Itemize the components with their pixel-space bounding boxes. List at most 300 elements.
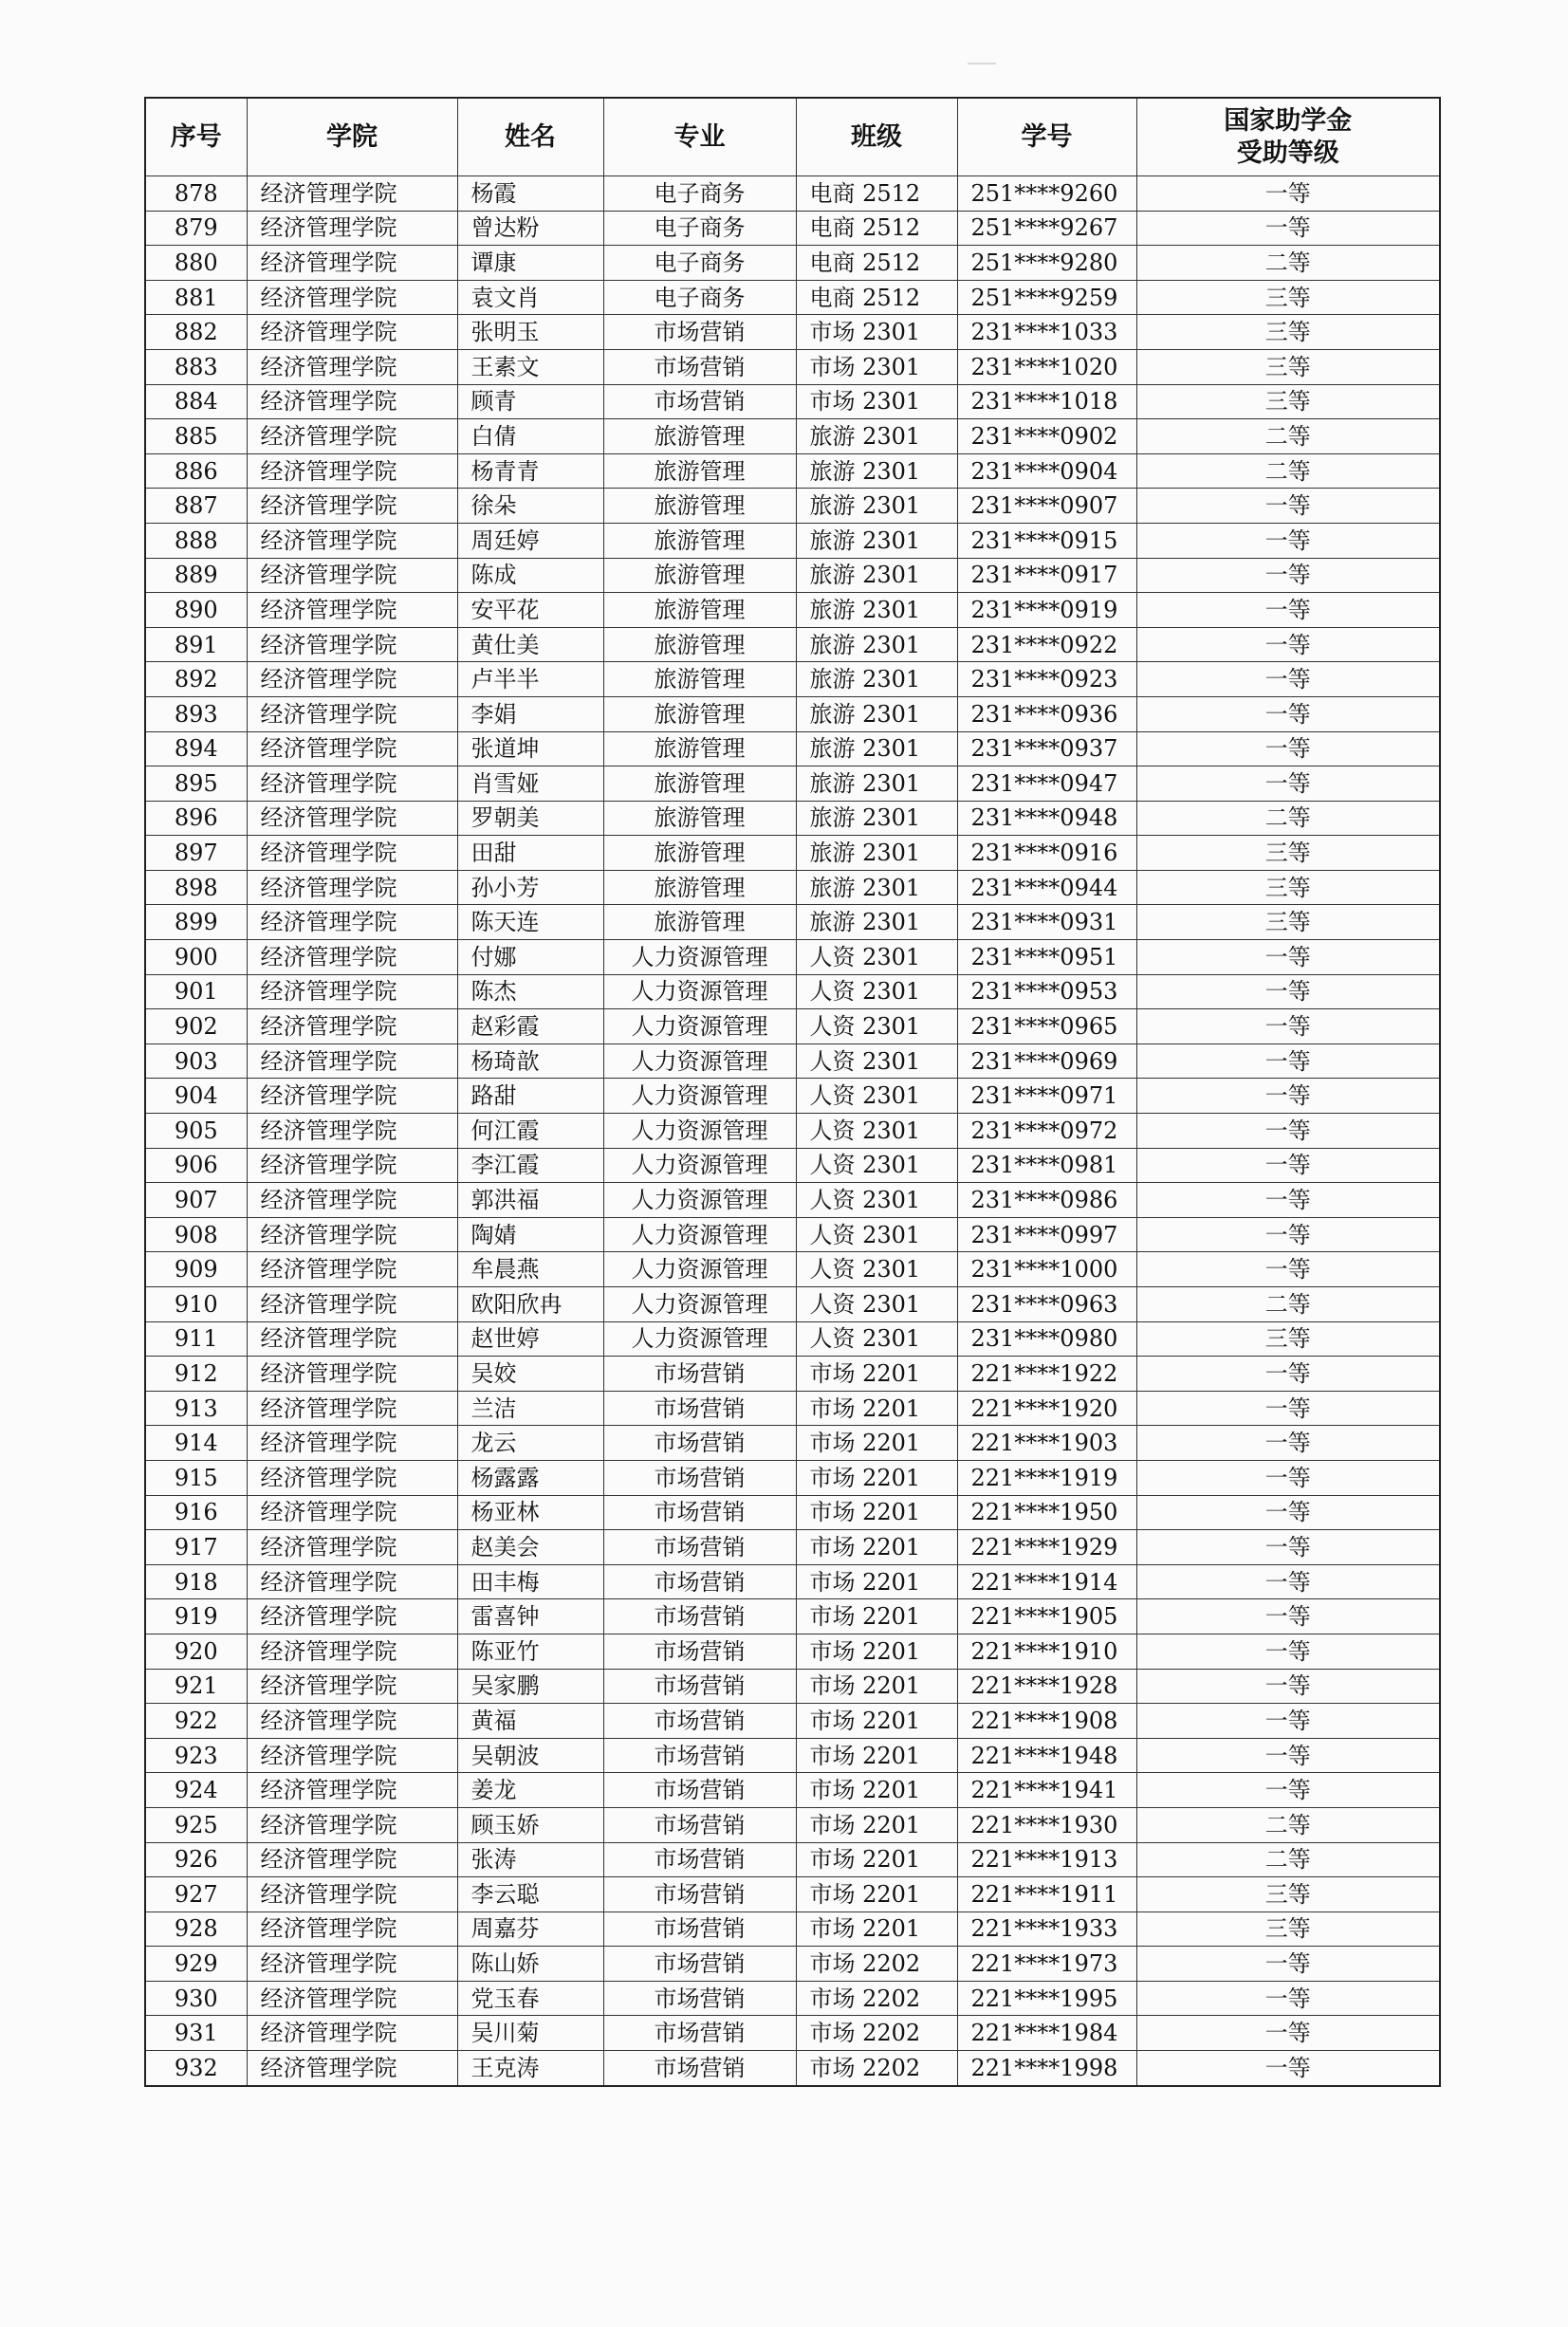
cell-index: 921 <box>145 1669 247 1704</box>
cell-college: 经济管理学院 <box>247 558 457 593</box>
cell-name: 陈山娇 <box>457 1947 603 1982</box>
cell-grant-level: 二等 <box>1136 801 1440 836</box>
cell-name: 路甜 <box>457 1079 603 1114</box>
cell-student-id: 221****1920 <box>957 1391 1136 1426</box>
cell-grant-level: 二等 <box>1136 453 1440 489</box>
cell-name: 袁文肖 <box>457 280 603 315</box>
cell-class: 市场 2202 <box>796 1947 957 1982</box>
cell-student-id: 231****0904 <box>957 453 1136 489</box>
cell-grant-level: 一等 <box>1136 1669 1440 1704</box>
table-row <box>145 489 1440 524</box>
cell-student-id: 221****1950 <box>957 1495 1136 1530</box>
cell-name: 赵美会 <box>457 1530 603 1565</box>
cell-student-id: 221****1908 <box>957 1704 1136 1739</box>
cell-student-id: 221****1948 <box>957 1738 1136 1773</box>
cell-class: 电商 2512 <box>796 176 957 212</box>
cell-class: 旅游 2301 <box>796 870 957 905</box>
cell-major: 旅游管理 <box>603 870 796 905</box>
grant-list-table <box>144 97 1441 2087</box>
cell-student-id: 221****1922 <box>957 1357 1136 1392</box>
cell-class: 人资 2301 <box>796 1287 957 1322</box>
cell-index: 918 <box>145 1564 247 1599</box>
cell-grant-level: 一等 <box>1136 1009 1440 1044</box>
table-row <box>145 1252 1440 1287</box>
cell-student-id: 231****1020 <box>957 349 1136 384</box>
cell-college: 经济管理学院 <box>247 1217 457 1252</box>
cell-class: 人资 2301 <box>796 974 957 1009</box>
header-grant-level: 国家助学金 受助等级 <box>1136 98 1440 176</box>
cell-class: 市场 2201 <box>796 1773 957 1808</box>
cell-college: 经济管理学院 <box>247 662 457 697</box>
cell-name: 杨亚林 <box>457 1495 603 1530</box>
cell-grant-level: 二等 <box>1136 246 1440 281</box>
cell-grant-level: 一等 <box>1136 974 1440 1009</box>
cell-college: 经济管理学院 <box>247 801 457 836</box>
cell-major: 市场营销 <box>603 1357 796 1392</box>
cell-class: 人资 2301 <box>796 1148 957 1183</box>
cell-name: 陈亚竹 <box>457 1634 603 1669</box>
cell-major: 旅游管理 <box>603 905 796 940</box>
cell-index: 905 <box>145 1114 247 1149</box>
cell-college: 经济管理学院 <box>247 974 457 1009</box>
cell-college: 经济管理学院 <box>247 1148 457 1183</box>
cell-class: 人资 2301 <box>796 940 957 975</box>
cell-college: 经济管理学院 <box>247 1947 457 1982</box>
cell-student-id: 231****0919 <box>957 593 1136 628</box>
cell-class: 人资 2301 <box>796 1079 957 1114</box>
cell-index: 917 <box>145 1530 247 1565</box>
cell-grant-level: 三等 <box>1136 384 1440 419</box>
table-row <box>145 627 1440 662</box>
cell-college: 经济管理学院 <box>247 1460 457 1495</box>
cell-major: 人力资源管理 <box>603 1043 796 1079</box>
cell-student-id: 231****0944 <box>957 870 1136 905</box>
cell-class: 市场 2301 <box>796 384 957 419</box>
cell-grant-level: 一等 <box>1136 1564 1440 1599</box>
cell-name: 郭洪福 <box>457 1183 603 1218</box>
cell-index: 898 <box>145 870 247 905</box>
cell-index: 911 <box>145 1321 247 1357</box>
cell-student-id: 251****9260 <box>957 176 1136 212</box>
table-row <box>145 1009 1440 1044</box>
cell-student-id: 231****0948 <box>957 801 1136 836</box>
cell-grant-level: 一等 <box>1136 731 1440 766</box>
cell-index: 900 <box>145 940 247 975</box>
cell-college: 经济管理学院 <box>247 1426 457 1461</box>
cell-index: 909 <box>145 1252 247 1287</box>
cell-index: 881 <box>145 280 247 315</box>
cell-student-id: 231****0916 <box>957 836 1136 871</box>
cell-college: 经济管理学院 <box>247 1391 457 1426</box>
cell-major: 人力资源管理 <box>603 1252 796 1287</box>
cell-major: 电子商务 <box>603 246 796 281</box>
cell-name: 陶婧 <box>457 1217 603 1252</box>
table-row <box>145 1669 1440 1704</box>
cell-student-id: 231****0971 <box>957 1079 1136 1114</box>
cell-class: 市场 2202 <box>796 2016 957 2051</box>
cell-class: 市场 2201 <box>796 1426 957 1461</box>
cell-index: 884 <box>145 384 247 419</box>
table-row <box>145 1079 1440 1114</box>
cell-grant-level: 三等 <box>1136 349 1440 384</box>
cell-class: 旅游 2301 <box>796 453 957 489</box>
cell-major: 人力资源管理 <box>603 1183 796 1218</box>
cell-name: 肖雪娅 <box>457 766 603 802</box>
cell-grant-level: 一等 <box>1136 558 1440 593</box>
cell-student-id: 231****0923 <box>957 662 1136 697</box>
table-row <box>145 2016 1440 2051</box>
table-row <box>145 523 1440 558</box>
cell-college: 经济管理学院 <box>247 1183 457 1218</box>
cell-college: 经济管理学院 <box>247 1599 457 1634</box>
cell-major: 电子商务 <box>603 176 796 212</box>
table-row <box>145 1773 1440 1808</box>
cell-class: 市场 2201 <box>796 1704 957 1739</box>
cell-index: 895 <box>145 766 247 802</box>
cell-major: 旅游管理 <box>603 627 796 662</box>
cell-student-id: 231****0931 <box>957 905 1136 940</box>
cell-major: 人力资源管理 <box>603 940 796 975</box>
table-row <box>145 836 1440 871</box>
cell-major: 市场营销 <box>603 1877 796 1912</box>
cell-student-id: 231****0953 <box>957 974 1136 1009</box>
table-row <box>145 1738 1440 1773</box>
cell-grant-level: 二等 <box>1136 1287 1440 1322</box>
cell-major: 人力资源管理 <box>603 974 796 1009</box>
cell-name: 陈天连 <box>457 905 603 940</box>
cell-college: 经济管理学院 <box>247 2016 457 2051</box>
cell-student-id: 221****1911 <box>957 1877 1136 1912</box>
cell-major: 电子商务 <box>603 280 796 315</box>
cell-college: 经济管理学院 <box>247 1114 457 1149</box>
table-row <box>145 662 1440 697</box>
cell-name: 徐朵 <box>457 489 603 524</box>
table-row <box>145 1704 1440 1739</box>
cell-college: 经济管理学院 <box>247 1842 457 1877</box>
cell-name: 吴朝波 <box>457 1738 603 1773</box>
cell-index: 912 <box>145 1357 247 1392</box>
cell-class: 旅游 2301 <box>796 523 957 558</box>
cell-name: 牟晨燕 <box>457 1252 603 1287</box>
table-row <box>145 1634 1440 1669</box>
cell-name: 杨青青 <box>457 453 603 489</box>
cell-major: 市场营销 <box>603 2051 796 2086</box>
cell-name: 张涛 <box>457 1842 603 1877</box>
cell-student-id: 231****0981 <box>957 1148 1136 1183</box>
cell-name: 黄福 <box>457 1704 603 1739</box>
cell-class: 旅游 2301 <box>796 593 957 628</box>
cell-student-id: 221****1905 <box>957 1599 1136 1634</box>
cell-name: 李娟 <box>457 696 603 731</box>
table-row <box>145 349 1440 384</box>
cell-index: 922 <box>145 1704 247 1739</box>
cell-index: 915 <box>145 1460 247 1495</box>
cell-grant-level: 一等 <box>1136 1738 1440 1773</box>
cell-index: 894 <box>145 731 247 766</box>
cell-major: 市场营销 <box>603 1599 796 1634</box>
cell-class: 市场 2202 <box>796 2051 957 2086</box>
cell-index: 913 <box>145 1391 247 1426</box>
cell-major: 市场营销 <box>603 1426 796 1461</box>
cell-major: 市场营销 <box>603 1704 796 1739</box>
cell-student-id: 221****1914 <box>957 1564 1136 1599</box>
cell-student-id: 221****1998 <box>957 2051 1136 2086</box>
cell-index: 902 <box>145 1009 247 1044</box>
cell-college: 经济管理学院 <box>247 593 457 628</box>
header-college: 学院 <box>247 98 457 176</box>
cell-grant-level: 一等 <box>1136 662 1440 697</box>
cell-name: 陈成 <box>457 558 603 593</box>
table-row <box>145 905 1440 940</box>
cell-index: 927 <box>145 1877 247 1912</box>
cell-grant-level: 一等 <box>1136 1426 1440 1461</box>
cell-name: 安平花 <box>457 593 603 628</box>
cell-college: 经济管理学院 <box>247 246 457 281</box>
cell-grant-level: 一等 <box>1136 1495 1440 1530</box>
cell-grant-level: 一等 <box>1136 1704 1440 1739</box>
cell-grant-level: 一等 <box>1136 1252 1440 1287</box>
cell-college: 经济管理学院 <box>247 1564 457 1599</box>
cell-student-id: 231****0937 <box>957 731 1136 766</box>
cell-college: 经济管理学院 <box>247 1043 457 1079</box>
table-row <box>145 1842 1440 1877</box>
cell-student-id: 231****1033 <box>957 315 1136 350</box>
table-row <box>145 1321 1440 1357</box>
cell-name: 党玉春 <box>457 1981 603 2016</box>
cell-grant-level: 一等 <box>1136 627 1440 662</box>
cell-class: 旅游 2301 <box>796 696 957 731</box>
cell-college: 经济管理学院 <box>247 696 457 731</box>
cell-index: 914 <box>145 1426 247 1461</box>
cell-class: 市场 2201 <box>796 1807 957 1842</box>
cell-name: 吴家鹏 <box>457 1669 603 1704</box>
cell-class: 电商 2512 <box>796 280 957 315</box>
cell-index: 930 <box>145 1981 247 2016</box>
cell-class: 市场 2201 <box>796 1877 957 1912</box>
cell-class: 市场 2201 <box>796 1599 957 1634</box>
cell-class: 电商 2512 <box>796 211 957 246</box>
cell-college: 经济管理学院 <box>247 1287 457 1322</box>
cell-student-id: 221****1919 <box>957 1460 1136 1495</box>
cell-student-id: 231****0963 <box>957 1287 1136 1322</box>
cell-class: 人资 2301 <box>796 1114 957 1149</box>
table-row <box>145 1114 1440 1149</box>
cell-student-id: 231****0922 <box>957 627 1136 662</box>
cell-index: 889 <box>145 558 247 593</box>
cell-class: 市场 2301 <box>796 349 957 384</box>
table-row <box>145 1043 1440 1079</box>
cell-major: 旅游管理 <box>603 593 796 628</box>
cell-grant-level: 一等 <box>1136 940 1440 975</box>
header-major: 专业 <box>603 98 796 176</box>
cell-college: 经济管理学院 <box>247 1252 457 1287</box>
cell-grant-level: 一等 <box>1136 489 1440 524</box>
cell-student-id: 231****0997 <box>957 1217 1136 1252</box>
cell-college: 经济管理学院 <box>247 836 457 871</box>
cell-name: 吴姣 <box>457 1357 603 1392</box>
cell-grant-level: 二等 <box>1136 1807 1440 1842</box>
table-row <box>145 2051 1440 2086</box>
table-row <box>145 1495 1440 1530</box>
cell-college: 经济管理学院 <box>247 905 457 940</box>
cell-student-id: 231****0907 <box>957 489 1136 524</box>
cell-name: 孙小芳 <box>457 870 603 905</box>
cell-major: 旅游管理 <box>603 419 796 454</box>
cell-grant-level: 三等 <box>1136 1911 1440 1947</box>
cell-grant-level: 一等 <box>1136 1773 1440 1808</box>
cell-index: 899 <box>145 905 247 940</box>
cell-grant-level: 三等 <box>1136 1321 1440 1357</box>
table-row <box>145 558 1440 593</box>
cell-grant-level: 三等 <box>1136 870 1440 905</box>
cell-index: 878 <box>145 176 247 212</box>
table-row <box>145 453 1440 489</box>
cell-college: 经济管理学院 <box>247 1981 457 2016</box>
cell-index: 908 <box>145 1217 247 1252</box>
cell-name: 陈杰 <box>457 974 603 1009</box>
cell-college: 经济管理学院 <box>247 419 457 454</box>
cell-major: 人力资源管理 <box>603 1287 796 1322</box>
cell-grant-level: 三等 <box>1136 315 1440 350</box>
cell-major: 市场营销 <box>603 1773 796 1808</box>
cell-index: 907 <box>145 1183 247 1218</box>
cell-class: 市场 2301 <box>796 315 957 350</box>
table-row <box>145 1599 1440 1634</box>
cell-student-id: 221****1933 <box>957 1911 1136 1947</box>
cell-college: 经济管理学院 <box>247 1773 457 1808</box>
cell-grant-level: 一等 <box>1136 1599 1440 1634</box>
cell-grant-level: 一等 <box>1136 1947 1440 1982</box>
table-row <box>145 1391 1440 1426</box>
cell-class: 旅游 2301 <box>796 627 957 662</box>
cell-name: 姜龙 <box>457 1773 603 1808</box>
cell-grant-level: 一等 <box>1136 696 1440 731</box>
table-row <box>145 593 1440 628</box>
table-row <box>145 1148 1440 1183</box>
cell-name: 杨霞 <box>457 176 603 212</box>
cell-college: 经济管理学院 <box>247 211 457 246</box>
cell-class: 市场 2201 <box>796 1738 957 1773</box>
cell-grant-level: 一等 <box>1136 1634 1440 1669</box>
cell-name: 黄仕美 <box>457 627 603 662</box>
cell-college: 经济管理学院 <box>247 1877 457 1912</box>
cell-index: 890 <box>145 593 247 628</box>
cell-name: 周廷婷 <box>457 523 603 558</box>
cell-index: 903 <box>145 1043 247 1079</box>
cell-major: 市场营销 <box>603 1495 796 1530</box>
table-row <box>145 419 1440 454</box>
table-body <box>145 176 1440 2086</box>
cell-index: 924 <box>145 1773 247 1808</box>
cell-student-id: 251****9259 <box>957 280 1136 315</box>
cell-student-id: 221****1973 <box>957 1947 1136 1982</box>
cell-major: 市场营销 <box>603 1947 796 1982</box>
table-row <box>145 1877 1440 1912</box>
cell-student-id: 251****9280 <box>957 246 1136 281</box>
cell-class: 市场 2201 <box>796 1911 957 1947</box>
cell-index: 929 <box>145 1947 247 1982</box>
cell-student-id: 231****0947 <box>957 766 1136 802</box>
cell-class: 市场 2201 <box>796 1564 957 1599</box>
cell-grant-level: 一等 <box>1136 1043 1440 1079</box>
cell-index: 883 <box>145 349 247 384</box>
cell-college: 经济管理学院 <box>247 1495 457 1530</box>
table-row <box>145 974 1440 1009</box>
cell-major: 人力资源管理 <box>603 1009 796 1044</box>
cell-major: 人力资源管理 <box>603 1114 796 1149</box>
cell-name: 龙云 <box>457 1426 603 1461</box>
cell-index: 896 <box>145 801 247 836</box>
cell-major: 旅游管理 <box>603 836 796 871</box>
cell-college: 经济管理学院 <box>247 176 457 212</box>
cell-name: 罗朝美 <box>457 801 603 836</box>
cell-college: 经济管理学院 <box>247 384 457 419</box>
cell-major: 市场营销 <box>603 1911 796 1947</box>
cell-name: 付娜 <box>457 940 603 975</box>
cell-class: 旅游 2301 <box>796 836 957 871</box>
cell-index: 880 <box>145 246 247 281</box>
cell-class: 旅游 2301 <box>796 419 957 454</box>
table-row <box>145 1357 1440 1392</box>
cell-name: 李云聪 <box>457 1877 603 1912</box>
cell-major: 电子商务 <box>603 211 796 246</box>
cell-class: 人资 2301 <box>796 1321 957 1357</box>
cell-student-id: 251****9267 <box>957 211 1136 246</box>
cell-grant-level: 一等 <box>1136 1148 1440 1183</box>
cell-college: 经济管理学院 <box>247 766 457 802</box>
cell-name: 谭康 <box>457 246 603 281</box>
header-name: 姓名 <box>457 98 603 176</box>
cell-index: 928 <box>145 1911 247 1947</box>
cell-grant-level: 三等 <box>1136 1877 1440 1912</box>
cell-college: 经济管理学院 <box>247 870 457 905</box>
cell-major: 人力资源管理 <box>603 1217 796 1252</box>
cell-grant-level: 一等 <box>1136 2016 1440 2051</box>
table-row <box>145 1947 1440 1982</box>
cell-major: 旅游管理 <box>603 766 796 802</box>
header-index: 序号 <box>145 98 247 176</box>
cell-major: 市场营销 <box>603 315 796 350</box>
cell-name: 欧阳欣冉 <box>457 1287 603 1322</box>
cell-grant-level: 一等 <box>1136 523 1440 558</box>
cell-major: 人力资源管理 <box>603 1079 796 1114</box>
cell-class: 市场 2201 <box>796 1634 957 1669</box>
cell-major: 市场营销 <box>603 1669 796 1704</box>
cell-major: 市场营销 <box>603 349 796 384</box>
table-row <box>145 1287 1440 1322</box>
cell-college: 经济管理学院 <box>247 453 457 489</box>
cell-name: 杨露露 <box>457 1460 603 1495</box>
table-row <box>145 315 1440 350</box>
cell-grant-level: 三等 <box>1136 836 1440 871</box>
cell-student-id: 231****0969 <box>957 1043 1136 1079</box>
cell-major: 市场营销 <box>603 1530 796 1565</box>
cell-grant-level: 二等 <box>1136 419 1440 454</box>
cell-name: 卢半半 <box>457 662 603 697</box>
cell-class: 旅游 2301 <box>796 489 957 524</box>
cell-index: 879 <box>145 211 247 246</box>
cell-student-id: 221****1929 <box>957 1530 1136 1565</box>
cell-name: 周嘉芬 <box>457 1911 603 1947</box>
cell-major: 旅游管理 <box>603 489 796 524</box>
table-row <box>145 696 1440 731</box>
cell-class: 市场 2201 <box>796 1495 957 1530</box>
table-row <box>145 1217 1440 1252</box>
cell-class: 人资 2301 <box>796 1217 957 1252</box>
cell-name: 田丰梅 <box>457 1564 603 1599</box>
cell-name: 王素文 <box>457 349 603 384</box>
cell-major: 旅游管理 <box>603 801 796 836</box>
